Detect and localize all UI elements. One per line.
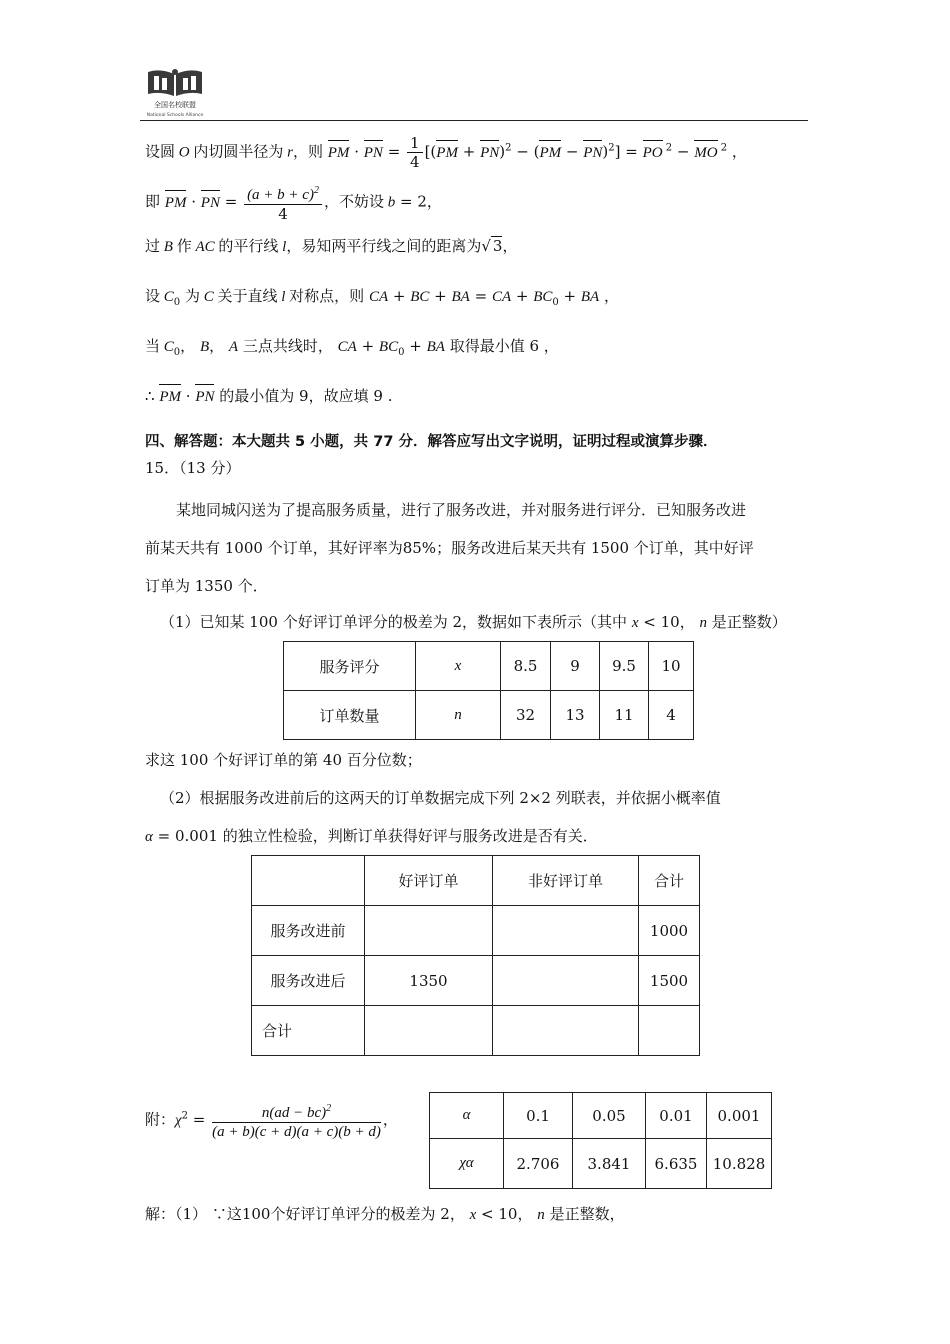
contingency-table: 好评订单 非好评订单 合计 服务改进前 1000 服务改进后 1350 1500 合计 (251, 855, 700, 1056)
question-15-para-2: 前某天共有 1000 个订单，其好评率为85%；服务改进后某天共有 1500 个订单，其中好评 (145, 539, 754, 557)
solution-start: 解：（1） ∵这100个好评订单评分的极差为 2， x < 10， n 是正整数， (145, 1205, 625, 1223)
question-15-number: 15．（13 分） (145, 459, 241, 477)
question-15-part-2: （2）根据服务改进前后的这两天的订单数据完成下列 2×2 列联表，并依据小概率值 (160, 789, 721, 807)
solution-line-3: 过 B 作 AC 的平行线 l，易知两平行线之间的距离为√ 3， (145, 237, 518, 255)
solution-line-5: 当 $C_0$， B， A 三点共线时， CA + $BC_0$ + BA 取得最小值 6 ， (145, 337, 559, 358)
score-table: 服务评分 x 8.5 9 9.5 10 订单数量 n 32 13 11 4 (283, 641, 694, 740)
question-15-part-1-ask: 求这 100 个好评订单的第 40 百分位数； (145, 751, 422, 769)
section-heading: 四、解答题：本大题共 5 小题，共 77 分．解答应写出文字说明，证明过程或演算步骤． (145, 434, 718, 450)
solution-line-1: 设圆 O 内切圆半径为 r，则 PM · PN = $\frac{1}{4}$ [(PM + PN)$^2$ − (PM − PN)$^2$] = PO $^2$ − MO $^2$ ， (145, 134, 747, 171)
chi-square-formula: 附：$\chi^2$ = $\frac{n(ad - bc)^2}{(a + b)(c + d)(a + c)(b + d)}$ ， (145, 1100, 398, 1141)
question-15-part-2-cont: α = 0.001 的独立性检验，判断订单获得好评与服务改进是否有关． (145, 827, 598, 845)
header-rule (140, 120, 808, 121)
critical-value-table: α 0.1 0.05 0.01 0.001 χα 2.706 3.841 6.635 10.828 (429, 1092, 772, 1189)
question-15-para-1: 某地同城闪送为了提高服务质量，进行了服务改进，并对服务进行评分．已知服务改进 (176, 501, 747, 519)
question-15-para-3: 订单为 1350 个． (145, 577, 268, 595)
solution-line-4: 设 $C_0$ 为 C 关于直线 l 对称点，则 CA + BC + BA = CA + $BC_0$ + BA ， (145, 287, 619, 308)
school-alliance-logo (140, 66, 210, 120)
svg-text:全国名校联盟: 全国名校联盟 (154, 101, 196, 109)
solution-line-2: 即 PM · PN = $\frac{(a + b + c)^2}{4}$ ，不妨设 b = 2， (145, 182, 442, 223)
solution-line-6: ∴ PM · PN 的最小值为 9，故应填 9 . (145, 387, 393, 405)
svg-text:National Schools Alliance: National Schools Alliance (146, 113, 204, 118)
question-15-part-1: （1）已知某 100 个好评订单评分的极差为 2，数据如下表所示（其中 x < 10， n 是正整数） (160, 613, 787, 631)
